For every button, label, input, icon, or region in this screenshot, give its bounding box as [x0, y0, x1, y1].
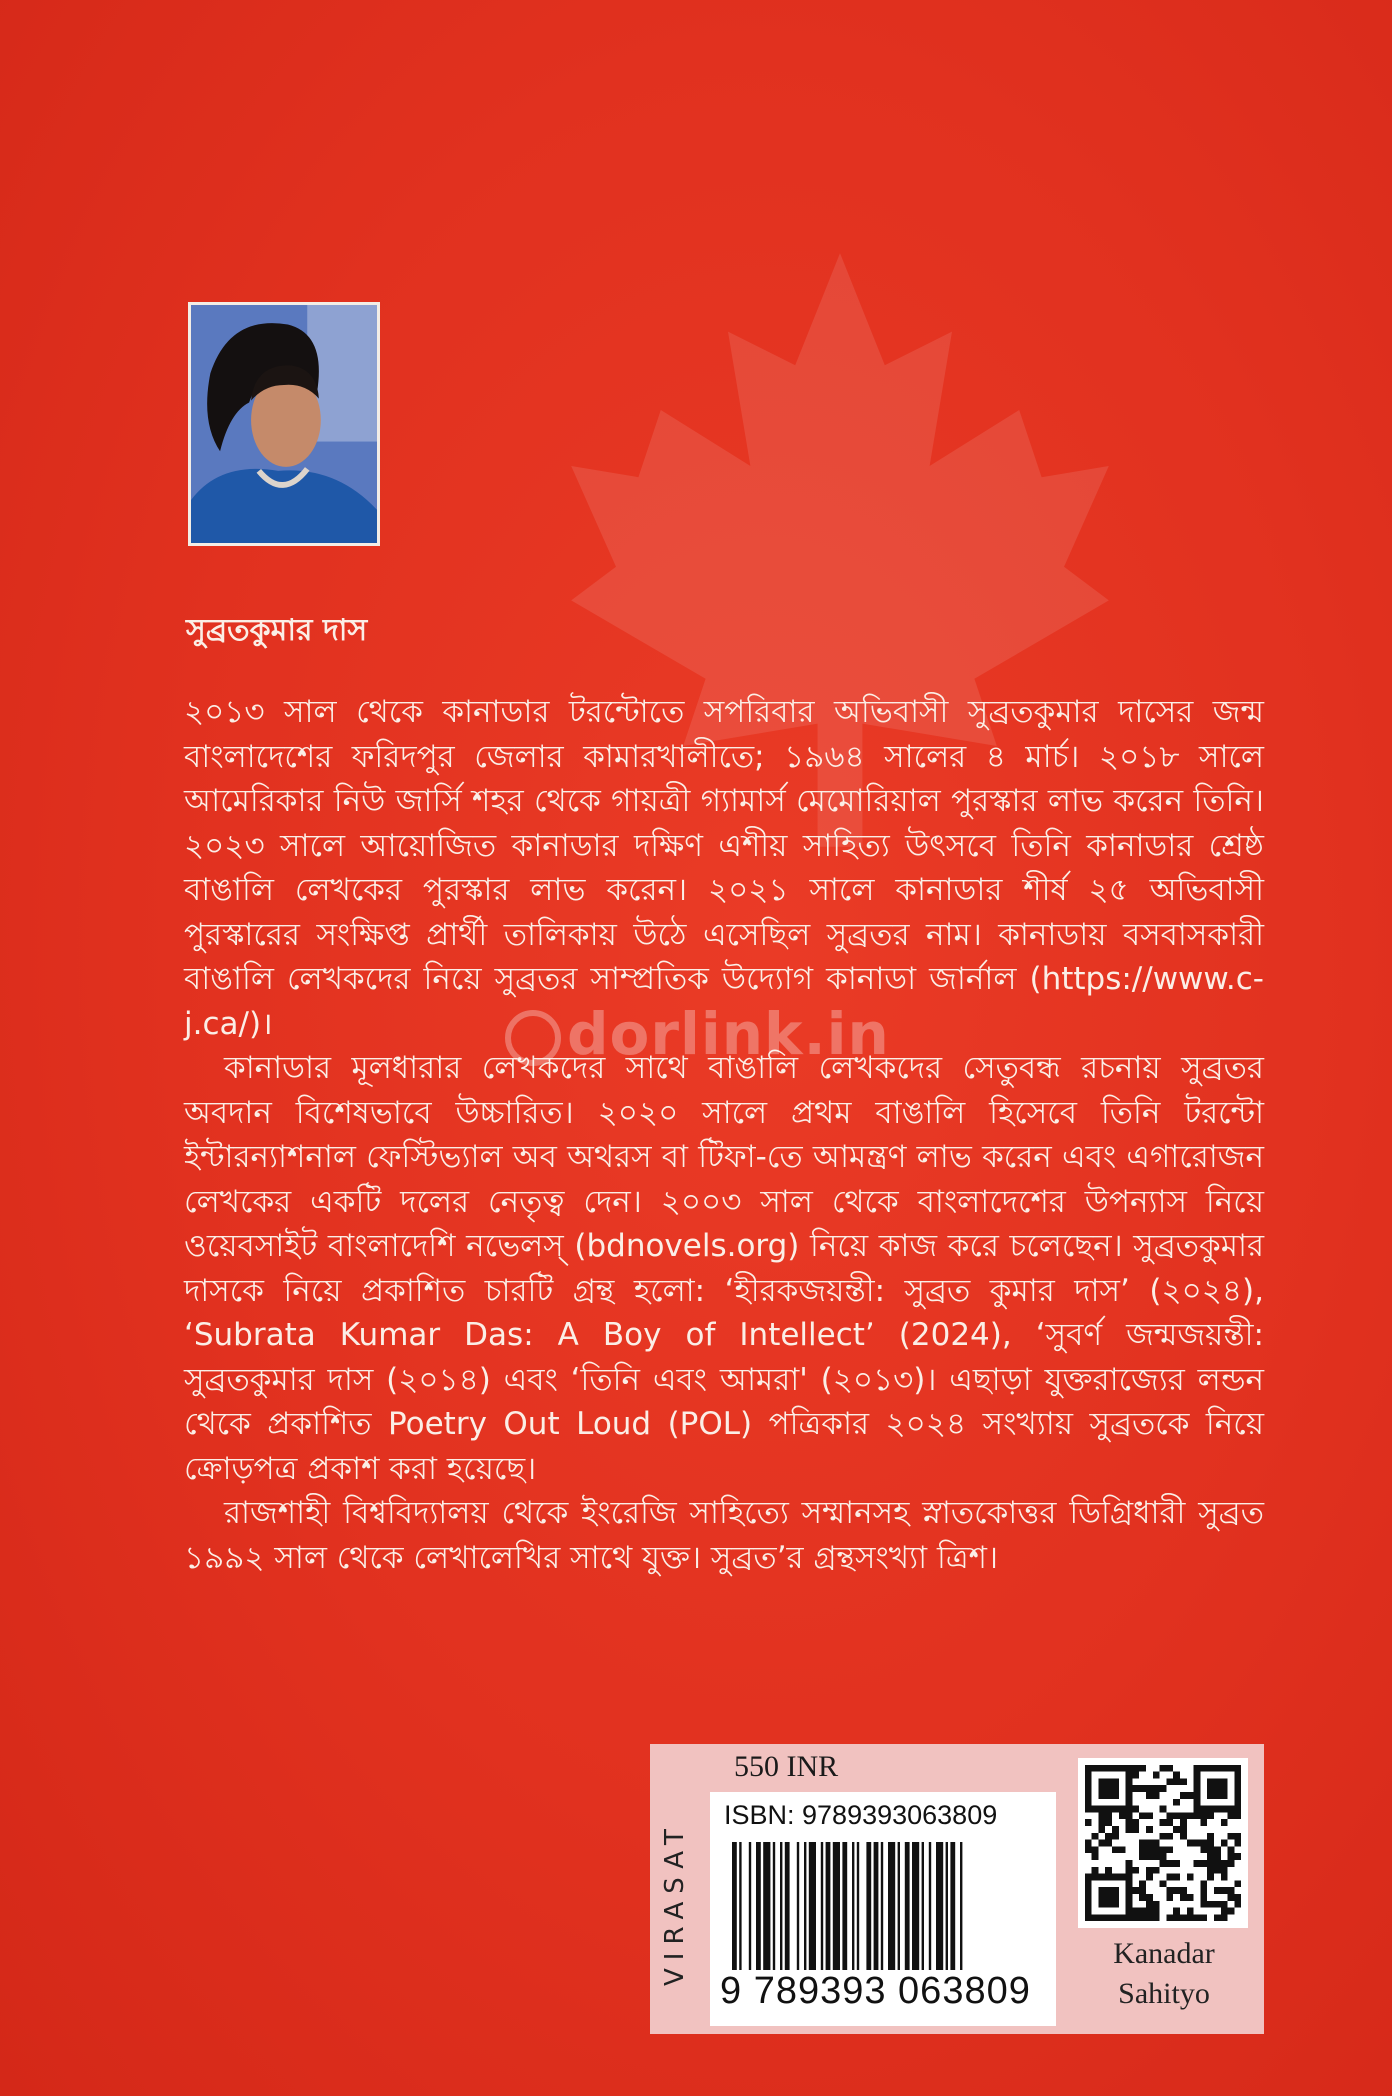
bio-paragraph-2: কানাডার মূলধারার লেখকদের সাথে বাঙালি লেখকদের সেতুবন্ধ রচনায় সুব্রতর অবদান বিশেষভাবে উচ্চারিত। ২০২০ সালে প্রথম বাঙালি হিসেবে তিনি টরন্টো ইন্টারন্যাশনাল ফেস্টিভ্যাল অব অথরস বা টিফা-তে আমন্ত্রণ লাভ করেন এবং এগারোজন লেখকের একটি দলের নেতৃত্ব দেন। ২০০৩ সাল থেকে বাংলাদেশের উপন্যাস নিয়ে ওয়েবসাইট বাংলাদেশি নভেলস্ (bdnovels.org) নিয়ে কাজ করে চলেছেন। সুব্রতকুমার দাসকে নিয়ে প্রকাশিত চারটি গ্রন্থ হলো: ‘হীরকজয়ন্তী: সুব্রত কুমার দাস’ (২০২৪), ‘Subrata Kumar Das: A Boy of Intellect’ (2024), ‘সুবর্ণ জন্মজয়ন্তী: সুব্রতকুমার দাস (২০১৪) এবং ‘তিনি এবং আমরা' (২০১৩)। এছাড়া যুক্তরাজ্যের লন্ডন থেকে প্রকাশিত Poetry Out Loud (POL) পত্রিকার ২০২৪ সংখ্যায় সুব্রতকে নিয়ে ক্রোড়পত্র প্রকাশ করা হয়েছে।: [184, 1050, 1264, 1487]
barcode-icon: [732, 1842, 1036, 1970]
barcode-panel: [650, 1744, 1264, 2034]
qr-code-icon: [1078, 1758, 1248, 1928]
bio-paragraph-3: রাজশাহী বিশ্ববিদ্যালয় থেকে ইংরেজি সাহিত্যে সম্মানসহ স্নাতকোত্তর ডিগ্রিধারী সুব্রত ১৯৯২ সাল থেকে লেখালেখির সাথে যুক্ত। সুব্রত’র গ্রন্থসংখ্যা ত্রিশ।: [184, 1495, 1264, 1576]
barcode-box: [710, 1792, 1056, 2026]
watermark-text: dorlink.in: [567, 1000, 890, 1068]
imprint-line-1: Kanadar: [1113, 1937, 1215, 1970]
isbn-digits: 9 789393 063809: [720, 1970, 1031, 2012]
imprint-label: [1080, 1934, 1248, 2014]
isbn-label: ISBN: 9789393063809: [724, 1800, 998, 1830]
imprint-line-2: Sahityo: [1118, 1977, 1210, 2010]
bio-paragraph-1: ২০১৩ সাল থেকে কানাডার টরন্টোতে সপরিবার অভিবাসী সুব্রতকুমার দাসের জন্ম বাংলাদেশের ফরিদপুর জেলার কামারখালীতে; ১৯৬৪ সালের ৪ মার্চ। ২০১৮ সালে আমেরিকার নিউ জার্সি শহর থেকে গায়ত্রী গ্যামার্স মেমোরিয়াল পুরস্কার লাভ করেন তিনি। ২০২৩ সালে আয়োজিত কানাডার দক্ষিণ এশীয় সাহিত্য উৎসবে তিনি কানাডার শ্রেষ্ঠ বাঙালি লেখকের পুরস্কার লাভ করেন। ২০২১ সালে কানাডার শীর্ষ ২৫ অভিবাসী পুরস্কারের সংক্ষিপ্ত প্রার্থী তালিকায় উঠে এসেছিল সুব্রতর নাম। কানাডায় বসবাসকারী বাঙালি লেখকদের নিয়ে সুব্রতর সাম্প্রতিক উদ্যোগ কানাডা জার্নাল (https://www.c-j.ca/)।: [184, 694, 1264, 1042]
site-watermark: [505, 1000, 890, 1068]
author-photo: [188, 302, 380, 546]
watermark-circle-icon: [505, 1010, 561, 1066]
publisher-name: VIRASAT: [660, 1821, 690, 1987]
price-label: 550 INR: [734, 1750, 839, 1783]
author-name: সুব্রতকুমার দাস: [186, 613, 368, 648]
author-biography: [184, 690, 1264, 1580]
